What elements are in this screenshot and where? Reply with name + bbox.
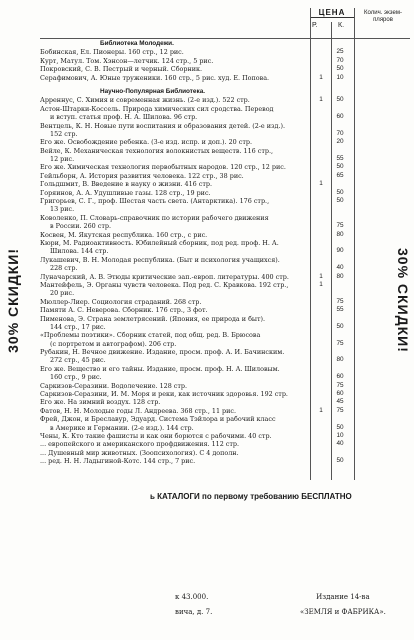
book-title: Астон-Штарки-Коссель. Природа химических сил сродства. Перевод [40, 104, 274, 113]
discount-text-left: 30% СКИДКИ! [5, 247, 21, 353]
price-kop: 45 [336, 398, 344, 406]
price-kop: 50 [336, 322, 344, 330]
price-kop: 50 [336, 96, 344, 104]
price-header-label: ЦЕНА [310, 8, 354, 18]
footer-right [300, 590, 386, 620]
price-rub: 1 [319, 272, 323, 280]
book-title: 160 стр., 9 рис. [50, 373, 102, 382]
book-title: Фатов, Н. Н. Молодые годы Л. Андреева. 368 стр., 11 рис. [40, 406, 237, 415]
book-row [40, 113, 410, 121]
book-title: Памяти А. С. Неверова. Сборник. 176 стр., 3 фот. [40, 306, 208, 315]
book-list [40, 40, 410, 466]
book-title: Мантейфель, Э. Органы чувств человека. Под ред. С. Кравкова. 192 стр., [40, 280, 289, 289]
book-row [40, 155, 410, 163]
qty-header: Колич. экзем- пляров [364, 10, 402, 23]
book-row [40, 57, 410, 65]
book-row [40, 407, 410, 415]
book-row [40, 96, 410, 104]
book-row [40, 74, 410, 82]
book-title: 152 стр. [50, 129, 78, 138]
book-title: Его же. Вещество и его тайны. Издание, просм. проф. Н. А. Шиловым. [40, 364, 280, 373]
price-header [310, 8, 410, 38]
book-row [40, 306, 410, 314]
book-row [40, 122, 410, 130]
book-title: Григорьев, С. Г., проф. Шестая часть света. (Антарктика). 176 стр., [40, 197, 270, 206]
book-title: Луначарский, А. В. Этюды критические зап.-европ. литературы. 400 стр. [40, 272, 289, 281]
book-row [40, 163, 410, 171]
book-title: ... Душевный мир животных. (Зоопсихология). С 4 дополн. [40, 448, 239, 457]
book-row [40, 449, 410, 457]
book-row [40, 356, 410, 364]
book-title: 20 рис. [50, 289, 75, 298]
book-row [40, 138, 410, 146]
book-row [40, 289, 410, 297]
footer-left [175, 590, 212, 620]
price-kop: 10 [336, 73, 344, 81]
header-rule [40, 38, 410, 39]
book-title: Коволенко, П. Словарь-справочник по истории рабочего движения [40, 213, 269, 222]
price-kop: 90 [336, 247, 344, 255]
price-kop: 65 [336, 171, 344, 179]
book-row [40, 105, 410, 113]
book-row [40, 264, 410, 272]
price-kop: 75 [336, 339, 344, 347]
price-kop: 60 [336, 113, 344, 121]
book-title: Фрей, Джон, и Бреславур, Эдуард. Система Тэйлора и рабочий класс [40, 415, 276, 424]
book-row [40, 415, 410, 423]
price-kop: 40 [336, 264, 344, 272]
price-rub: 1 [319, 96, 323, 104]
book-row [40, 180, 410, 188]
book-row [40, 382, 410, 390]
price-kop: 75 [336, 222, 344, 230]
price-kop: 55 [336, 155, 344, 163]
book-row [40, 315, 410, 323]
book-title: Вейле, К. Механическая технология волокнистых веществ. 116 стр., [40, 146, 274, 155]
book-title: ... ред. Н. Н. Ладыгиной-Котс. 144 стр., 7 рис. [40, 457, 196, 466]
book-row [40, 48, 410, 56]
book-row [40, 65, 410, 73]
book-title: Рубакин, Н. Вечное движение. Издание, просм. проф. А. И. Бачинским. [40, 348, 285, 357]
book-title: «Проблемы поэтики». Сборник статей, под общ. ред. В. Брюсова [40, 331, 261, 340]
price-kop: 75 [336, 381, 344, 389]
book-row [40, 398, 410, 406]
price-kop: 55 [336, 306, 344, 314]
book-title: Косвен, М. Якутская республика. 160 стр., с рис. [40, 230, 208, 239]
book-row [40, 256, 410, 264]
price-kop: 60 [336, 373, 344, 381]
book-title: Мюллер-Лиер. Социология страданий. 268 стр. [40, 297, 202, 306]
section-heading [40, 88, 410, 96]
discount-side-label-left [2, 150, 24, 450]
book-row [40, 281, 410, 289]
book-row [40, 214, 410, 222]
section-title: Научно-Популярная Библиотека. [100, 87, 206, 95]
book-title: Бобинская, Ел. Пионеры. 160 стр., 12 рис. [40, 48, 184, 57]
book-title: Его же. Химическая технология первобытных народов. 120 стр., 12 рис. [40, 163, 286, 172]
price-kop: 50 [336, 197, 344, 205]
price-kop: 10 [336, 431, 344, 439]
book-row [40, 373, 410, 381]
price-rub: 1 [319, 180, 323, 188]
book-row [40, 130, 410, 138]
book-row [40, 205, 410, 213]
price-kop: 70 [336, 56, 344, 64]
book-title: Гейльборн, А. История развития человека. 122 стр., 38 рис. [40, 171, 244, 180]
book-row [40, 197, 410, 205]
rub-header: Р. [312, 22, 318, 29]
book-title: Его же. На зимний воздух. 128 стр. [40, 398, 161, 407]
book-title: Чены, К. Кто такие фашисты и как они борются с рабочими. 40 стр. [40, 431, 272, 440]
book-row [40, 440, 410, 448]
price-kop: 80 [336, 356, 344, 364]
book-title: Арреннус, С. Химия и современная жизнь. (2-е изд.). 522 стр. [40, 96, 250, 105]
book-title: Покровский, С. В. Пестрый и черный. Сборник. [40, 65, 203, 74]
book-row [40, 147, 410, 155]
book-title: в России. 260 стр. [50, 222, 111, 231]
catalog-note: ь КАТАЛОГИ по первому требованию БЕСПЛАТНО [150, 492, 352, 501]
book-title: 144 стр., 17 рис. [50, 322, 106, 331]
price-kop: 70 [336, 129, 344, 137]
book-title: Шилова. 144 стр. [50, 247, 109, 256]
book-title: Вентцель, К. Н. Новые пути воспитания и образования детей. (2-е изд.). [40, 121, 285, 130]
book-title: Курт, Матул. Том. Хэнсон—летчик. 124 стр., 5 рис. [40, 56, 214, 65]
price-kop: 50 [336, 423, 344, 431]
section-heading [40, 40, 410, 48]
book-row [40, 172, 410, 180]
price-rub: 1 [319, 73, 323, 81]
book-title: Его же. Освобождение ребенка. (3-е изд. испр. и доп.). 20 стр. [40, 138, 252, 147]
price-kop: 75 [336, 406, 344, 414]
book-title: Саркизов-Серазини. Водолечение. 128 стр. [40, 381, 188, 390]
book-row [40, 222, 410, 230]
book-title: (с портретом и автографом). 206 стр. [50, 339, 177, 348]
book-title: Серафимович, А. Юные труженики. 160 стр., 5 рис. худ. Е. Попова. [40, 73, 270, 82]
book-row [40, 323, 410, 331]
kop-header: К. [338, 22, 345, 29]
book-row [40, 189, 410, 197]
book-row [40, 348, 410, 356]
book-title: Лукашевич, В. Н. Молодая республика. (Быт и психология учащихся). [40, 255, 280, 264]
book-title: Горяинов, А. А. Удушливые газы. 128 стр., 19 рис. [40, 188, 211, 197]
book-row [40, 340, 410, 348]
footer-left-line: вича, д. 7. [175, 608, 213, 616]
book-title: ... европейского и американского профдвижения. 112 стр. [40, 440, 240, 449]
book-title: Пименова, Э. Страна землетрясений. (Япония, ее природа и быт). [40, 314, 266, 323]
book-title: Гольдшмит, В. Введение в науку о жизни. 416 стр. [40, 180, 213, 189]
book-row [40, 247, 410, 255]
price-kop: 50 [336, 163, 344, 171]
book-title: Кюри, М. Радиоактивность. Юбилейный сборник, под ред. проф. Н. А. [40, 238, 279, 247]
book-row [40, 432, 410, 440]
price-rub: 1 [319, 406, 323, 414]
book-row [40, 424, 410, 432]
book-title: 228 стр. [50, 264, 78, 273]
book-title: и вступ. статья проф. Н. А. Шилова. 96 стр. [50, 113, 198, 122]
discount-text-right: 30% СКИДКИ! [395, 247, 411, 353]
footer-left-line: к 43.000. [175, 593, 209, 601]
price-kop: 80 [336, 272, 344, 280]
book-row [40, 298, 410, 306]
footer-right-line: Издание 14-ва [316, 593, 370, 601]
price-kop: 50 [336, 188, 344, 196]
book-row [40, 457, 410, 465]
book-title: 272 стр., 45 рис. [50, 356, 106, 365]
book-title: 12 рис. [50, 155, 75, 164]
price-kop: 75 [336, 297, 344, 305]
book-title: 13 рис. [50, 205, 75, 214]
section-title: Библиотека Молодежи. [100, 40, 174, 47]
book-title: Саркизов-Серазини, И. М. Моря и реки, как источник здоровья. 192 стр. [40, 390, 288, 399]
book-row [40, 273, 410, 281]
price-kop: 50 [336, 65, 344, 73]
price-kop: 20 [336, 138, 344, 146]
book-row [40, 239, 410, 247]
book-row [40, 231, 410, 239]
footer-right-line: «ЗЕМЛЯ и ФАБРИКА». [300, 608, 386, 616]
book-row [40, 331, 410, 339]
price-kop: 50 [336, 457, 344, 465]
price-kop: 25 [336, 48, 344, 56]
book-title: в Америке и Германии. (2-е изд.). 144 стр. [50, 423, 194, 432]
price-kop: 60 [336, 390, 344, 398]
price-rub: 1 [319, 280, 323, 288]
book-row [40, 365, 410, 373]
book-row [40, 390, 410, 398]
price-kop: 40 [336, 440, 344, 448]
price-kop: 80 [336, 230, 344, 238]
